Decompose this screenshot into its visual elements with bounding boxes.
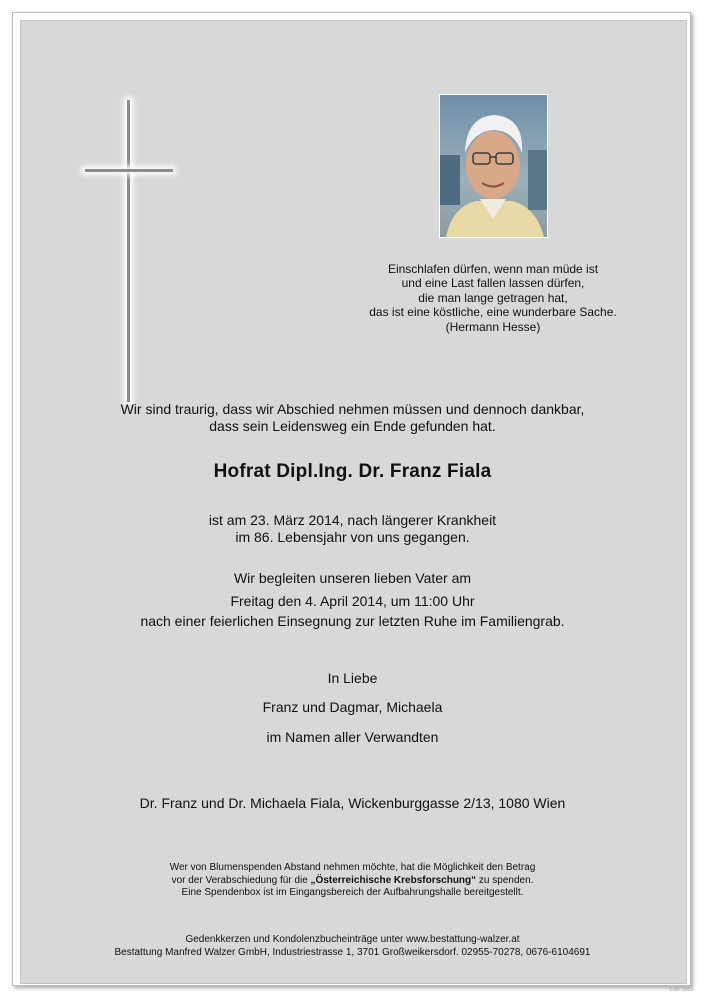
cross-icon [127, 100, 130, 402]
death-line: im 86. Lebensjahr von uns gegangen. [235, 529, 470, 545]
poem-line: Einschlafen dürfen, wenn man müde ist [387, 262, 599, 276]
funeral-date: Freitag den 4. April 2014, um 11:00 Uhr [230, 593, 475, 609]
intro-line: dass sein Leidensweg ein Ende gefunden hat. [209, 418, 496, 434]
intro-line: Wir sind traurig, dass wir Abschied nehmen müssen und dennoch dankbar, [120, 401, 585, 417]
donation-line [20, 875, 685, 888]
deceased-name: Hofrat Dipl.Ing. Dr. Franz Fiala [213, 461, 492, 482]
cross-icon-crossbar [85, 169, 173, 172]
donation-text: zu spenden. [476, 874, 534, 886]
in-love-text: In Liebe [327, 670, 378, 686]
notice-panel [20, 20, 687, 984]
funeral-line: nach einer feierlichen Einsegnung zur letzten Ruhe im Familiengrab. [140, 613, 565, 629]
undertaker-contact: Bestattung Manfred Walzer GmbH, Industriestrasse 1, 3701 Großweikersdorf. 02955-70278, 0676-6104691 [114, 946, 591, 958]
donation-text: vor der Verabschiedung für die [171, 874, 311, 886]
death-notice [20, 512, 685, 546]
death-line: ist am 23. März 2014, nach längerer Krankheit [208, 512, 497, 528]
poem-author: (Hermann Hesse) [445, 319, 541, 334]
family-address: Dr. Franz und Dr. Michaela Fiala, Wickenburggasse 2/13, 1080 Wien [139, 795, 566, 811]
intro-text [20, 401, 685, 435]
condolence-link-text: Gedenkkerzen und Kondolenzbucheinträge unter www.bestattung-walzer.at [185, 934, 520, 945]
donation-line: Eine Spendenbox ist im Eingangsbereich der Aufbahrungshalle bereitgestellt. [181, 887, 524, 898]
donation-line: Wer von Blumenspenden Abstand nehmen möchte, hat die Möglichkeit den Betrag [169, 862, 536, 873]
funeral-line: Wir begleiten unseren lieben Vater am [233, 570, 472, 586]
mourner-names: Franz und Dagmar, Michaela [262, 699, 443, 715]
poem-line: das ist eine köstliche, eine wunderbare Sache. [369, 305, 617, 320]
relatives-text: im Namen aller Verwandten [266, 729, 439, 745]
donation-note [20, 862, 685, 900]
poem [330, 262, 656, 334]
watermark: © BP 9559 [668, 987, 693, 993]
portrait-photo [439, 94, 548, 238]
poem-line: und eine Last fallen lassen dürfen, [401, 276, 585, 291]
charity-name: „Österreichische Krebsforschung“ [310, 874, 477, 886]
undertaker-footer [20, 934, 685, 959]
poem-line: die man lange getragen hat, [418, 290, 568, 305]
